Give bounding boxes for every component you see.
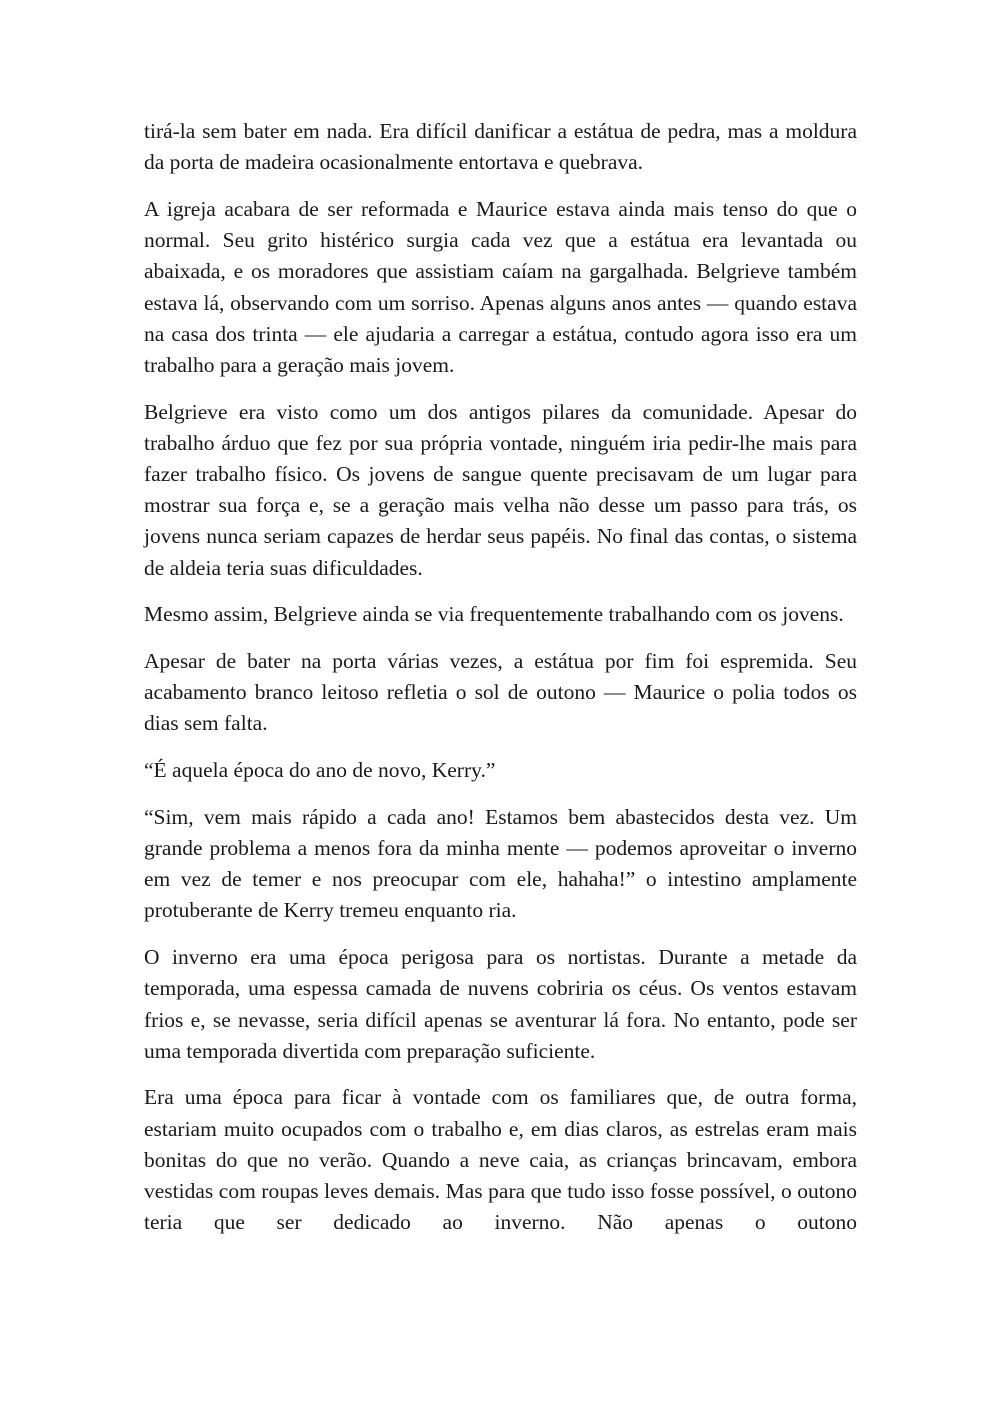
paragraph: Era uma época para ficar à vontade com os familiares que, de outra forma, estariam muito ocupados com o trabalho e, em dias claros, as estrelas eram mais bonitas do que no verão. Quando a neve caia, as crianças brincavam, embora vestidas com roupas leves demais. Mas para que tudo isso fosse possível, o outono teria que ser dedicado ao inverno. Não apenas o outono (144, 1085, 857, 1235)
paragraph: tirá-la sem bater em nada. Era difícil danificar a estátua de pedra, mas a moldura da porta de madeira ocasionalmente entortava e quebrava. (144, 119, 857, 175)
paragraph: O inverno era uma época perigosa para os nortistas. Durante a metade da temporada, uma espessa camada de nuvens cobriria os céus. Os ventos estavam frios e, se nevasse, seria difícil apenas se aventurar lá fora. No entanto, pode ser uma temporada divertida com preparação suficiente. (144, 945, 857, 1063)
body-text (144, 116, 857, 1254)
paragraph: “É aquela época do ano de novo, Kerry.” (144, 758, 496, 783)
paragraph: Mesmo assim, Belgrieve ainda se via frequentemente trabalhando com os jovens. (144, 602, 844, 627)
paragraph: “Sim, vem mais rápido a cada ano! Estamos bem abastecidos desta vez. Um grande problema a menos fora da minha mente — podemos aproveitar o inverno em vez de temer e nos preocupar com ele, hahaha!” o intestino amplamente protuberante de Kerry tremeu enquanto ria. (144, 804, 857, 923)
paragraph: Belgrieve era visto como um dos antigos pilares da comunidade. Apesar do trabalho árduo que fez por sua própria vontade, ninguém iria pedir-lhe mais para fazer trabalho físico. Os jovens de sangue quente precisavam de um lugar para mostrar sua força e, se a geração mais velha não desse um passo para trás, os jovens nunca seriam capazes de herdar seus papéis. No final das contas, o sistema de aldeia teria suas dificuldades. (144, 399, 857, 580)
paragraph: Apesar de bater na porta várias vezes, a estátua por fim foi espremida. Seu acabamento branco leitoso refletia o sol de outono — Maurice o polia todos os dias sem falta. (144, 649, 857, 736)
paragraph: A igreja acabara de ser reformada e Maurice estava ainda mais tenso do que o normal. Seu grito histérico surgia cada vez que a estátua era levantada ou abaixada, e os moradores que assistiam caíam na gargalhada. Belgrieve também estava lá, observando com um sorriso. Apenas alguns anos antes — quando estava na casa dos trinta — ele ajudaria a carregar a estátua, contudo agora isso era um trabalho para a geração mais jovem. (144, 196, 857, 377)
